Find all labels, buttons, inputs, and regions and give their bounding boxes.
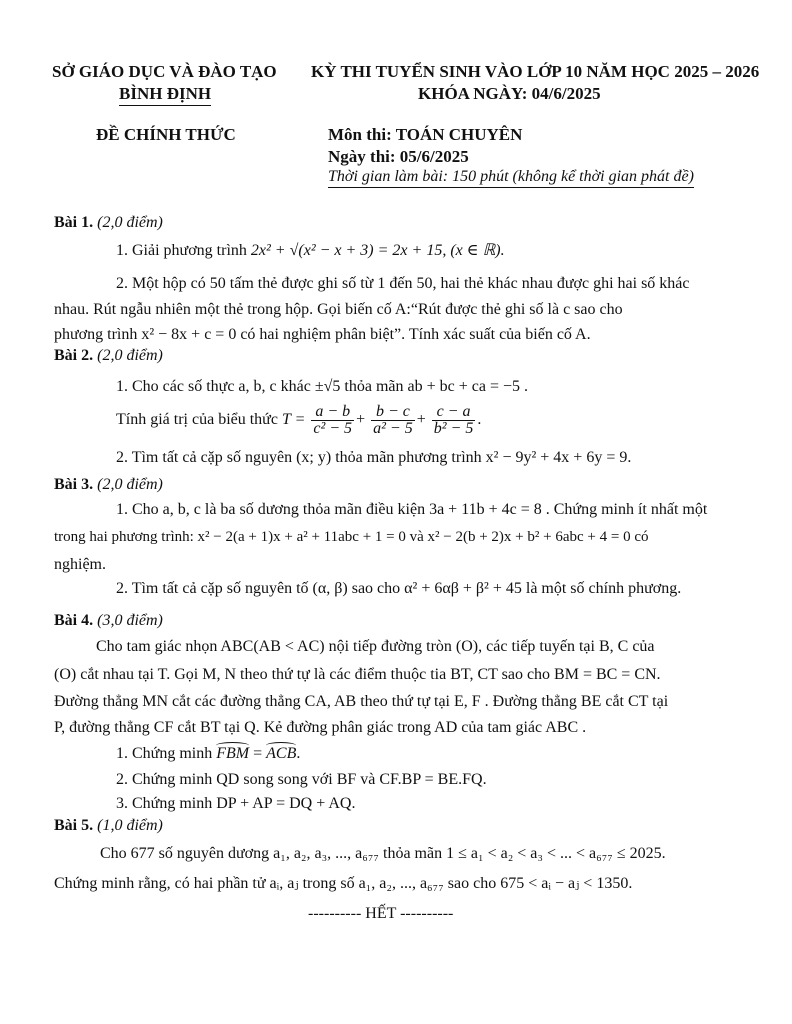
arc-fbm: FBM (216, 745, 250, 762)
problem-2-question-1-line-2: Tính giá trị của biểu thức T = $\frac{a - b}{\text{c² − 5}}$ + $\frac{b - c}{\text{a² − 5}}$ + $\frac{c - a}{\text{b² − 5}}$ . (116, 403, 482, 437)
problem-4-question-1: 1. Chứng minh FBM = ACB. (116, 745, 301, 762)
fraction-1: $\frac{a - b}{\text{c² − 5}}$ (313, 403, 353, 437)
problem-2-question-2: 2. Tìm tất cả cặp số nguyên (x; y) thỏa mãn phương trình x² − 9y² + 4x + 6y = 9. (116, 449, 632, 466)
problem-4-line-1: Cho tam giác nhọn ABC(AB < AC) nội tiếp đường tròn (O), các tiếp tuyến tại B, C của (96, 638, 655, 655)
problem-4-line-2: (O) cắt nhau tại T. Gọi M, N theo thứ tự là các điểm thuộc tia BT, CT sao cho BM = BC = CN. (54, 666, 661, 683)
problem-4-heading: Bài 4. (3,0 điểm) (54, 612, 163, 629)
problem-3-heading: Bài 3. (2,0 điểm) (54, 476, 163, 493)
problem-1-question-2-line-3: phương trình x² − 8x + c = 0 có hai nghiệm phân biệt”. Tính xác suất của biến cố A. (54, 326, 591, 343)
exam-title: KỲ THI TUYỂN SINH VÀO LỚP 10 NĂM HỌC 2025 – 2026 (311, 62, 760, 81)
problem-5-line-2: Chứng minh rằng, có hai phần tử aᵢ, aⱼ trong số a₁, a₂, ..., a₆₇₇ sao cho 675 < aᵢ − aⱼ < 1350. (54, 875, 633, 892)
exam-duration: Thời gian làm bài: 150 phút (không kể thời gian phát đề) (328, 168, 694, 188)
problem-1-question-2-line-2: nhau. Rút ngẫu nhiên một thẻ trong hộp. Gọi biến cố A:“Rút được thẻ ghi số là c sao cho (54, 301, 623, 318)
problem-1-question-2-line-1: 2. Một hộp có 50 tấm thẻ được ghi số từ 1 đến 50, hai thẻ khác nhau được ghi hai số khác (116, 275, 690, 292)
problem-4-question-2: 2. Chứng minh QD song song với BF và CF.BP = BE.FQ. (116, 771, 487, 788)
problem-1-heading: Bài 1. (2,0 điểm) (54, 214, 163, 231)
problem-3-question-1-line-1: 1. Cho a, b, c là ba số dương thỏa mãn điều kiện 3a + 11b + 4c = 8 . Chứng minh ít nhất một (116, 501, 708, 518)
problem-3-question-1-line-3: nghiệm. (54, 556, 106, 573)
problem-2-heading: Bài 2. (2,0 điểm) (54, 347, 163, 364)
problem-5-line-1: Cho 677 số nguyên dương a₁, a₂, a₃, ..., a₆₇₇ thỏa mãn 1 ≤ a₁ < a₂ < a₃ < ... < a₆₇₇ ≤ 2025. (100, 845, 666, 862)
problem-5-heading: Bài 5. (1,0 điểm) (54, 817, 163, 834)
exam-subject: Môn thi: TOÁN CHUYÊN (328, 125, 523, 144)
fraction-2: $\frac{b - c}{\text{a² − 5}}$ (373, 403, 413, 437)
problem-3-question-1-line-2: trong hai phương trình: x² − 2(a + 1)x + a² + 11abc + 1 = 0 và x² − 2(b + 2)x + b² + 6abc + 4 = 0 có (54, 529, 649, 545)
department-name: SỞ GIÁO DỤC VÀ ĐÀO TẠO (52, 62, 277, 81)
problem-4-line-4: P, đường thẳng CF cắt BT tại Q. Kẻ đường phân giác trong AD của tam giác ABC . (54, 719, 587, 736)
exam-date: Ngày thi: 05/6/2025 (328, 147, 469, 166)
problem-3-question-2: 2. Tìm tất cả cặp số nguyên tố (α, β) sao cho α² + 6αβ + β² + 45 là một số chính phương. (116, 580, 682, 597)
problem-4-question-3: 3. Chứng minh DP + AP = DQ + AQ. (116, 795, 356, 812)
province-name: BÌNH ĐỊNH (119, 84, 211, 106)
problem-2-question-1-line-1: 1. Cho các số thực a, b, c khác ±√5 thỏa mãn ab + bc + ca = −5 . (116, 378, 528, 395)
arc-acb: ACB (266, 745, 297, 762)
fraction-3: $\frac{c - a}{\text{b² − 5}}$ (433, 403, 474, 437)
problem-4-line-3: Đường thẳng MN cắt các đường thẳng CA, AB theo thứ tự tại E, F . Đường thẳng BE cắt CT tại (54, 693, 669, 710)
exam-session: KHÓA NGÀY: 04/6/2025 (418, 84, 601, 103)
official-label: ĐỀ CHÍNH THỨC (96, 125, 236, 144)
problem-1-question-1: 1. Giải phương trình 2x² + √(x² − x + 3) = 2x + 15, (x ∈ ℝ). (116, 242, 505, 259)
end-marker: ---------- HẾT ---------- (308, 905, 454, 922)
